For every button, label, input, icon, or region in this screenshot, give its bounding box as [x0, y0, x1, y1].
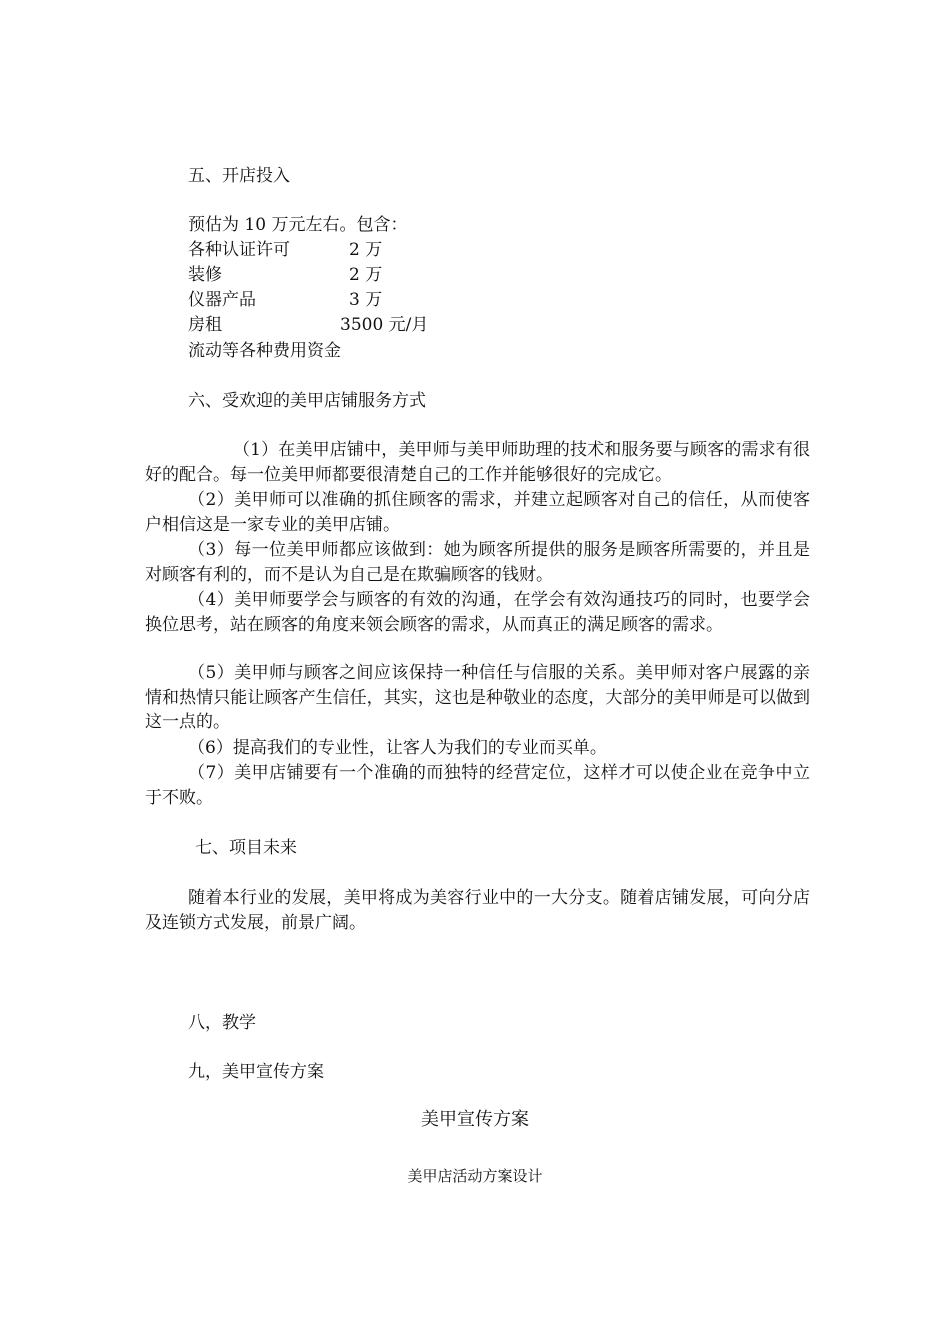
investment-item-value: 3 万	[349, 290, 383, 310]
service-paragraph: （6）提高我们的专业性，让客人为我们的专业而买单。	[188, 738, 607, 758]
section-8-heading: 八，教学	[188, 1013, 256, 1033]
investment-item-label: 各种认证许可	[188, 240, 290, 260]
investment-item-value: 2 万	[349, 265, 383, 285]
section-6-heading: 六、受欢迎的美甲店铺服务方式	[188, 391, 426, 411]
service-paragraph: （4）美甲师要学会与顾客的有效的沟通，在学会有效沟通技巧的同时，也要学会换位思考，站在顾客的角度来领会顾客的需求，从而真正的满足顾客的需求。	[145, 590, 810, 635]
service-paragraph: （3）每一位美甲师都应该做到：她为顾客所提供的服务是顾客所需要的，并且是对顾客有利的，而不是认为自己是在欺骗顾客的钱财。	[145, 540, 810, 585]
plan-title: 美甲宣传方案	[421, 1109, 529, 1130]
section-9-heading: 九，美甲宣传方案	[188, 1062, 324, 1082]
investment-item-label: 仪器产品	[188, 290, 256, 310]
investment-item-label: 流动等各种费用资金	[188, 341, 341, 361]
plan-subtitle: 美甲店活动方案设计	[407, 1167, 543, 1185]
investment-item-label: 房租	[188, 315, 222, 335]
investment-item-value: 2 万	[349, 240, 383, 260]
service-paragraph: （1）在美甲店铺中，美甲师与美甲师助理的技术和服务要与顾客的需求有很好的配合。每一位美甲师都要很清楚自己的工作并能够很好的完成它。	[145, 440, 810, 485]
section-5-heading: 五、开店投入	[188, 166, 290, 186]
investment-intro: 预估为 10 万元左右。包含：	[188, 215, 408, 235]
investment-item-value: 3500 元/月	[340, 315, 429, 335]
service-paragraph: （7）美甲店铺要有一个准确的而独特的经营定位，这样才可以使企业在竞争中立于不败。	[145, 763, 810, 808]
service-paragraph: （5）美甲师与顾客之间应该保持一种信任与信服的关系。美甲师对客户展露的亲情和热情只能让顾客产生信任，其实，这也是种敬业的态度，大部分的美甲师是可以做到这一点的。	[145, 663, 810, 732]
investment-item-label: 装修	[188, 265, 222, 285]
future-paragraph: 随着本行业的发展，美甲将成为美容行业中的一大分支。随着店铺发展，可向分店及连锁方式发展，前景广阔。	[145, 888, 810, 933]
section-7-heading: 七、项目未来	[195, 838, 297, 858]
service-paragraph: （2）美甲师可以准确的抓住顾客的需求，并建立起顾客对自己的信任，从而使客户相信这是一家专业的美甲店铺。	[145, 490, 810, 535]
